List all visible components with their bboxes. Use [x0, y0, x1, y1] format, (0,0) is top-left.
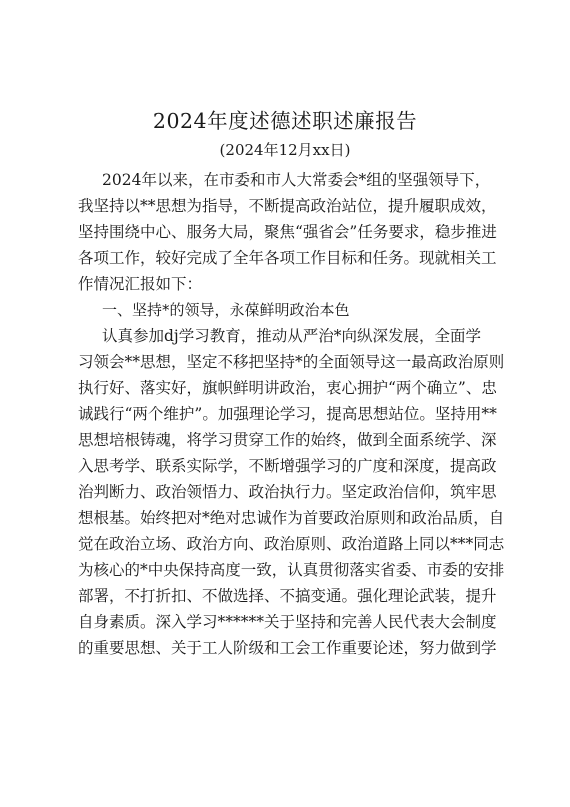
paragraph-line: 想根基。始终把对*绝对忠诚作为首要政治原则和政治品质，自	[78, 509, 505, 527]
paragraph-line: 觉在政治立场、政治方向、政治原则、政治道路上同以***同志	[78, 535, 505, 553]
report-date: (2024年12月xx日)	[219, 141, 351, 159]
paragraph-line: 我坚持以**思想为指导，不断提高政治站位，提升履职成效，	[78, 197, 497, 215]
paragraph-line: 为核心的*中央保持高度一致，认真贯彻落实省委、市委的安排	[78, 561, 505, 579]
section-heading: 一、坚持*的领导，永葆鲜明政治本色	[102, 301, 350, 319]
paragraph-line: 习领会**思想，坚定不移把坚持*的全面领导这一最高政治原则	[78, 353, 505, 371]
paragraph-line: 的重要思想、关于工人阶级和工会工作重要论述，努力做到学	[78, 639, 497, 657]
paragraph-line: 治判断力、政治领悟力、政治执行力。坚定政治信仰，筑牢思	[78, 483, 497, 501]
paragraph-line: 执行好、落实好，旗帜鲜明讲政治，衷心拥护“两个确立”、忠	[78, 379, 497, 397]
paragraph-line: 诚践行“两个维护”。加强理论学习，提高思想站位。坚持用**	[78, 405, 497, 423]
paragraph-line: 各项工作，较好完成了全年各项工作目标和任务。现就相关工	[78, 249, 497, 267]
paragraph-line: 入思考学、联系实际学，不断增强学习的广度和深度，提高政	[78, 457, 497, 475]
paragraph-line: 思想培根铸魂，将学习贯穿工作的始终，做到全面系统学、深	[78, 431, 497, 449]
paragraph-line: 认真参加dj学习教育，推动从严治*向纵深发展，全面学	[102, 327, 481, 345]
paragraph-line: 坚持围绕中心、服务大局，聚焦“强省会”任务要求，稳步推进	[78, 223, 497, 241]
paragraph-line: 部署，不打折扣、不做选择、不搞变通。强化理论武装，提升	[78, 587, 497, 605]
paragraph-line: 自身素质。深入学习******关于坚持和完善人民代表大会制度	[78, 613, 497, 631]
paragraph-line: 作情况汇报如下：	[78, 275, 203, 293]
paragraph-line: 2024年以来，在市委和市人大常委会*组的坚强领导下，	[102, 171, 491, 189]
report-title: 2024年度述德述职述廉报告	[152, 109, 418, 133]
